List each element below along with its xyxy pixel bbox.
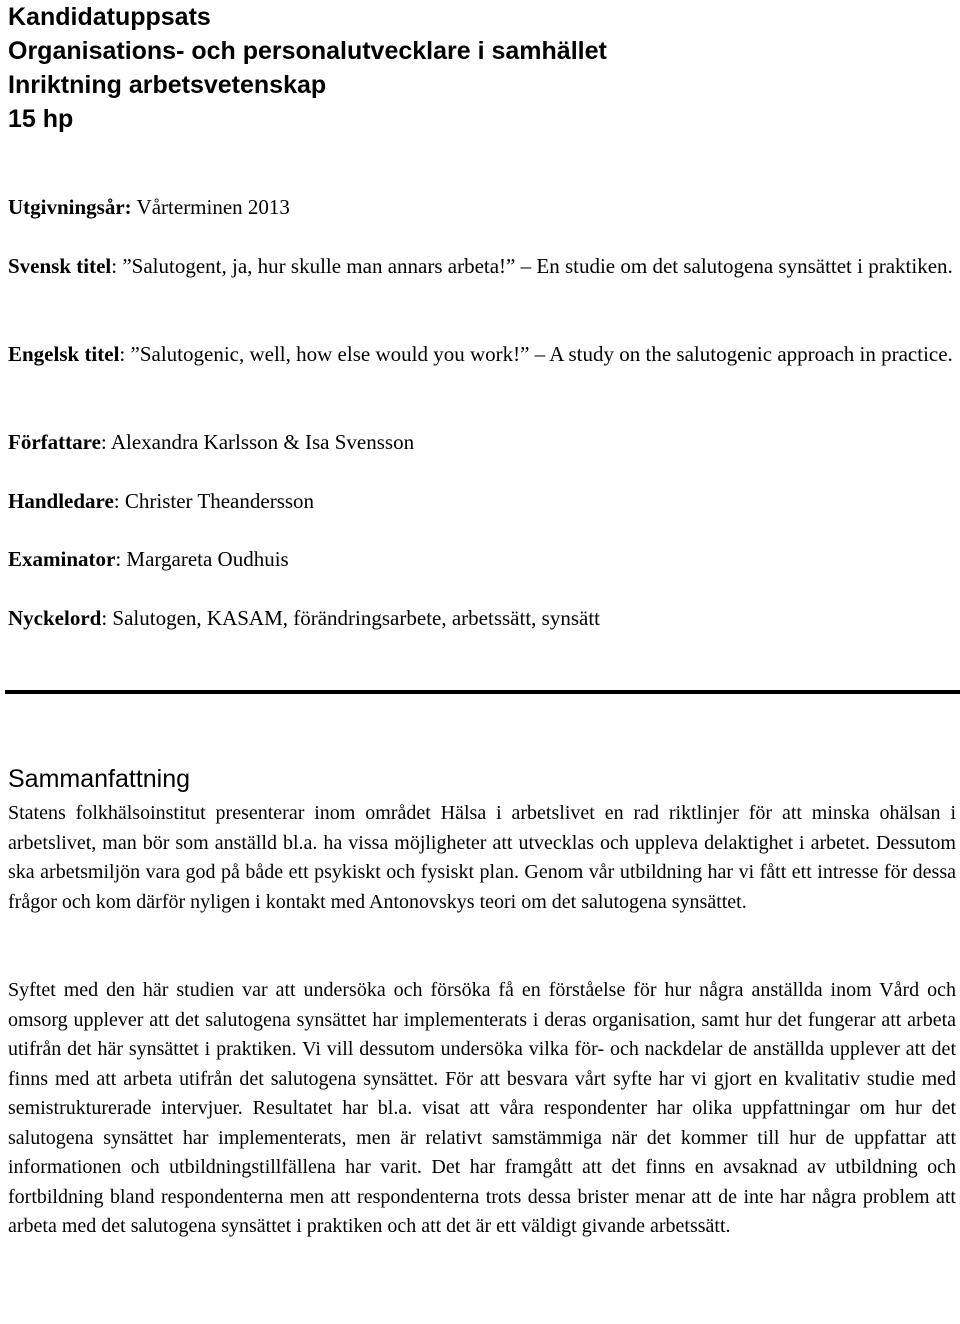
authors <box>8 428 414 457</box>
summary-heading: Sammanfattning <box>8 765 191 793</box>
authors-label: Författare <box>8 430 101 454</box>
summary-paragraph-2: Syftet med den här studien var att undersöka och försöka få en förståelse för hur några anställda inom Vård och omsorg upplever att det salutogena synsättet har implementerats i deras organisation, samt hur det fungerar att arbeta utifrån det här synsättet i praktiken. Vi vill dessutom undersöka vilka för- och nackdelar de anställda upplever att det finns med att arbeta utifrån det salutogena synsättet. För att besvara vårt syfte har vi gjort en kvalitativ studie med semistrukturerade intervjuer. Resultatet har bl.a. visat att våra respondenter har olika uppfattningar om hur det salutogena synsättet har implementerats, men är relativt samstämmiga när det kommer till hur de uppfattar att informationen och utbildningstillfällena har varit. Det har framgått att det finns en avsaknad av utbildning och fortbildning bland respondenterna men att respondenterna trots dessa brister menar att de inte har några problem att arbeta med det salutogena synsättet i praktiken och att det är ett väldigt givande arbetssätt. <box>8 979 956 1237</box>
program-name: Organisations- och personalutvecklare i samhället <box>8 37 607 65</box>
publication-year <box>8 193 290 222</box>
authors-value: : Alexandra Karlsson & Isa Svensson <box>100 430 415 454</box>
english-title-label: Engelsk titel <box>8 342 120 366</box>
thesis-type: Kandidatuppsats <box>8 3 211 31</box>
supervisor-value: : Christer Theandersson <box>113 489 315 513</box>
specialization: Inriktning arbetsvetenskap <box>8 71 327 99</box>
swedish-title-value: : ”Salutogent, ja, hur skulle man annars arbeta!” – En studie om det salutogena synsättet i praktiken. <box>111 254 953 278</box>
keywords-value: : Salutogen, KASAM, förändringsarbete, arbetssätt, synsätt <box>101 606 600 630</box>
keywords <box>8 604 600 633</box>
credits: 15 hp <box>8 105 74 133</box>
horizontal-divider <box>5 690 960 694</box>
thesis-header <box>8 0 607 136</box>
examiner <box>8 545 289 574</box>
summary-paragraph-1: Statens folkhälsoinstitut presenterar inom området Hälsa i arbetslivet en rad riktlinjer för att minska ohälsan i arbetslivet, man bör som anställd bl.a. ha vissa möjligheter att utvecklas och uppleva delaktighet i arbetet. Dessutom ska arbetsmiljön vara god på både ett psykiskt och fysiskt plan. Genom vår utbildning har vi fått ett intresse för dessa frågor och kom därför nyligen i kontakt med Antonovskys teori om det salutogena synsättet. <box>8 802 956 913</box>
examiner-value: : Margareta Oudhuis <box>115 547 289 571</box>
keywords-label: Nyckelord <box>8 606 102 630</box>
swedish-title <box>8 252 956 281</box>
swedish-title-label: Svensk titel <box>8 254 112 278</box>
english-title-value: : ”Salutogenic, well, how else would you work!” – A study on the salutogenic approach in practice. <box>119 342 953 366</box>
english-title <box>8 340 956 369</box>
supervisor <box>8 487 314 516</box>
publication-year-value: Vårterminen 2013 <box>131 195 290 219</box>
publication-year-label: Utgivningsår: <box>8 195 132 219</box>
supervisor-label: Handledare <box>8 489 114 513</box>
examiner-label: Examinator <box>8 547 116 571</box>
